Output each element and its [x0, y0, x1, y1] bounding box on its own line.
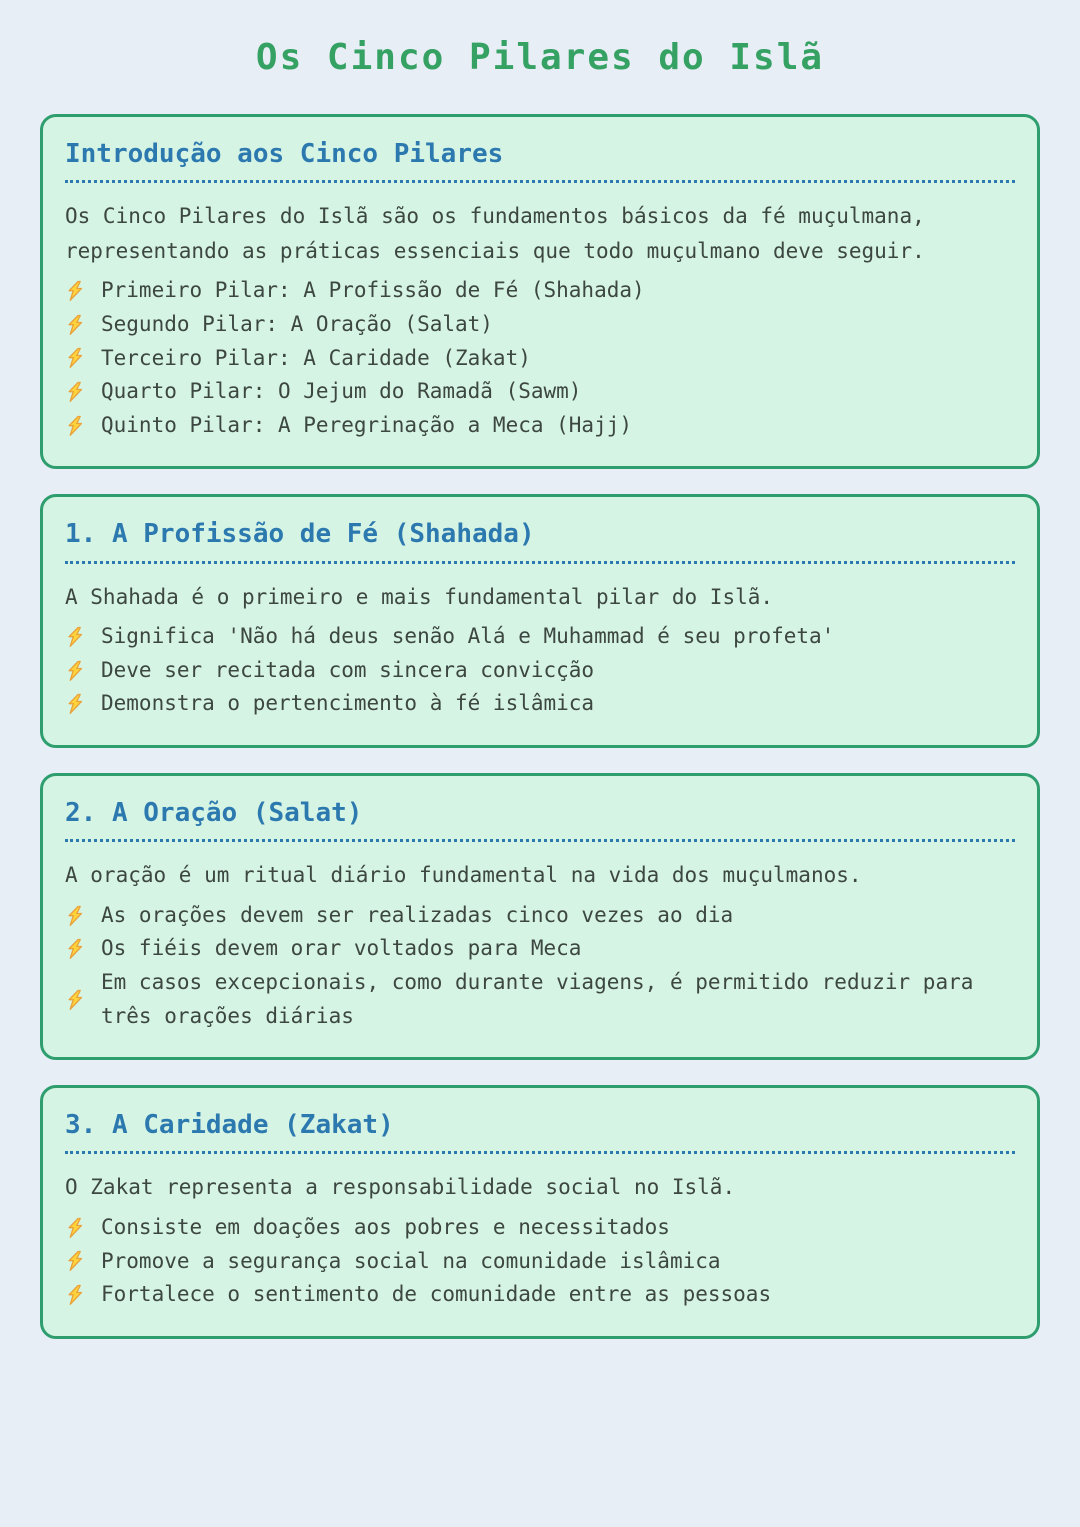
section-card: [40, 114, 1040, 469]
list-item-text: Consiste em doações aos pobres e necessitados: [101, 1215, 670, 1240]
lightning-icon: [65, 379, 87, 405]
section-paragraph: A Shahada é o primeiro e mais fundamental pilar do Islã.: [65, 584, 774, 609]
lightning-icon: [65, 658, 87, 684]
list-item: [65, 342, 1015, 376]
list-item: [65, 932, 1015, 966]
list-item: [65, 274, 1015, 308]
lightning-icon: [65, 413, 87, 439]
lightning-icon: [65, 624, 87, 650]
section-list: [65, 620, 1015, 721]
section-paragraph: O Zakat representa a responsabilidade social no Islã.: [65, 1175, 736, 1200]
list-item-text: Quinto Pilar: A Peregrinação a Meca (Hajj): [101, 412, 633, 437]
list-item-text: Em casos excepcionais, como durante viagens, é permitido reduzir para três orações diárias: [101, 970, 974, 1028]
list-item-text: Deve ser recitada com sincera convicção: [101, 657, 595, 682]
list-item: [65, 654, 1015, 688]
list-item-text: Primeiro Pilar: A Profissão de Fé (Shahada): [101, 278, 645, 303]
section-heading: 1. A Profissão de Fé (Shahada): [65, 519, 1015, 563]
lightning-icon: [65, 936, 87, 962]
section-card: [40, 773, 1040, 1060]
list-item-text: Os fiéis devem orar voltados para Meca: [101, 936, 582, 961]
list-item-text: As orações devem ser realizadas cinco vezes ao dia: [101, 902, 734, 927]
lightning-icon: [65, 1282, 87, 1308]
section-card: [40, 494, 1040, 748]
list-item: [65, 308, 1015, 342]
list-item-text: Segundo Pilar: A Oração (Salat): [101, 312, 493, 337]
lightning-icon: [65, 1215, 87, 1241]
lightning-icon: [65, 691, 87, 717]
section-paragraph: A oração é um ritual diário fundamental na vida dos muçulmanos.: [65, 863, 862, 888]
list-item: [65, 1211, 1015, 1245]
section-list: [65, 899, 1015, 1033]
list-item: [65, 620, 1015, 654]
section-heading: 2. A Oração (Salat): [65, 798, 1015, 842]
list-item-text: Promove a segurança social na comunidade islâmica: [101, 1248, 721, 1273]
list-item: [65, 1245, 1015, 1279]
list-item: [65, 409, 1015, 443]
lightning-icon: [65, 312, 87, 338]
section-list: [65, 1211, 1015, 1312]
list-item: [65, 899, 1015, 933]
list-item-text: Terceiro Pilar: A Caridade (Zakat): [101, 345, 531, 370]
sections-container: [0, 114, 1080, 1339]
lightning-icon: [65, 278, 87, 304]
page-title: Os Cinco Pilares do Islã: [255, 37, 825, 78]
list-item-text: Significa 'Não há deus senão Alá e Muhammad é seu profeta': [101, 624, 835, 649]
list-item-text: Demonstra o pertencimento à fé islâmica: [101, 691, 595, 716]
lightning-icon: [65, 903, 87, 929]
lightning-icon: [65, 1248, 87, 1274]
section-list: [65, 274, 1015, 442]
list-item: [65, 375, 1015, 409]
list-item: [65, 687, 1015, 721]
section-heading: Introdução aos Cinco Pilares: [65, 139, 1015, 183]
section-card: [40, 1085, 1040, 1339]
list-item: [65, 966, 1015, 1033]
section-heading: 3. A Caridade (Zakat): [65, 1110, 1015, 1154]
list-item: [65, 1278, 1015, 1312]
lightning-icon: [65, 987, 87, 1013]
list-item-text: Quarto Pilar: O Jejum do Ramadã (Sawm): [101, 379, 582, 404]
section-paragraph: Os Cinco Pilares do Islã são os fundamentos básicos da fé muçulmana, representando as práticas essenciais que todo muçulmano deve seguir.: [65, 204, 925, 263]
lightning-icon: [65, 345, 87, 371]
list-item-text: Fortalece o sentimento de comunidade entre as pessoas: [101, 1282, 772, 1307]
